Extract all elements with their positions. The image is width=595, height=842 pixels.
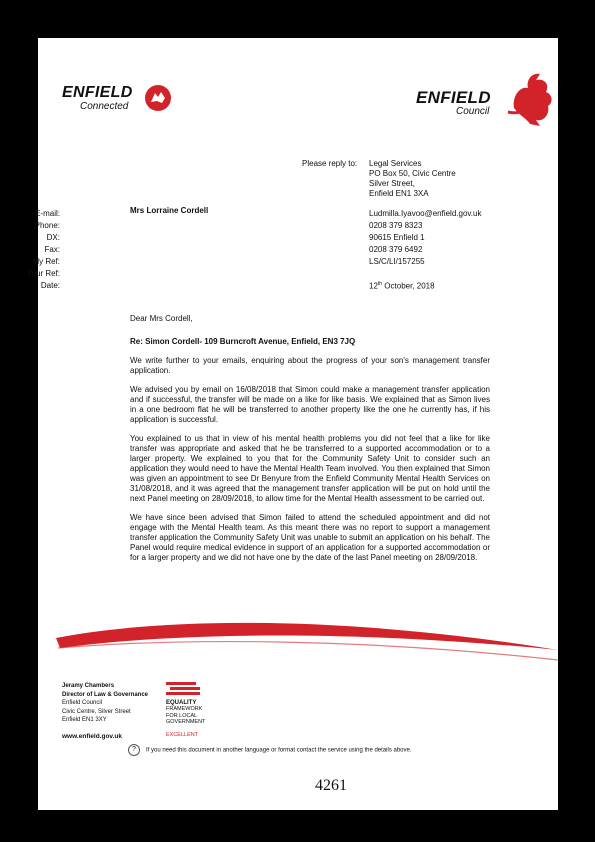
detail-label: Your Ref: — [26, 269, 60, 278]
logo-sub-text: Connected — [80, 101, 129, 112]
logo-brand-text: ENFIELD — [62, 84, 133, 101]
detail-label: DX: — [46, 233, 60, 242]
reply-label: Please reply to: — [302, 159, 358, 168]
footer-line: Enfield EN1 3XY — [62, 717, 107, 723]
equality-line: FOR LOCAL — [166, 712, 198, 719]
address-line: Legal Services — [369, 159, 422, 168]
letter-page — [26, 38, 558, 810]
detail-value: 0208 379 8323 — [369, 221, 423, 230]
equality-title: EQUALITY — [166, 700, 197, 706]
equality-line: GOVERNMENT — [166, 719, 206, 725]
letter-body — [130, 356, 490, 572]
detail-label: Fax: — [44, 245, 60, 254]
enfield-connected-logo — [62, 84, 182, 124]
footer-line: Civic Centre, Silver Street — [62, 708, 131, 715]
date-value — [369, 281, 435, 291]
page-number: 4261 — [315, 777, 347, 794]
help-text: If you need this document in another language or format contact the service using the details above. — [146, 747, 412, 754]
equality-lines — [166, 706, 205, 726]
detail-label: My Ref: — [32, 257, 60, 266]
detail-label: E-mail: — [35, 209, 60, 218]
reply-address — [369, 159, 456, 199]
body-paragraph: We advised you by email on 16/08/2018 that Simon could make a management transfer application and if successful, the transfer will be made on a like for like basis. We explained that as Simon lives in a one bedroom flat he will be transferred to another property like the one he currently has, if his application is successful. — [130, 385, 490, 424]
subject-line: Re: Simon Cordell- 109 Burncroft Avenue, Enfield, EN3 7JQ — [130, 337, 356, 346]
address-line: Silver Street, — [369, 179, 415, 188]
recipient-name: Mrs Lorraine Cordell — [130, 206, 209, 215]
red-swoosh-decoration — [38, 616, 558, 686]
equality-line: FRAMEWORK — [166, 706, 203, 712]
footer-name: Jeramy Chambers — [62, 683, 115, 689]
footer-website: www.enfield.gov.uk — [62, 733, 122, 740]
date-suffix: th — [377, 281, 383, 287]
detail-value: 90615 Enfield 1 — [369, 233, 425, 242]
question-icon: ? — [128, 744, 140, 756]
address-line: PO Box 50, Civic Centre — [369, 169, 456, 178]
accessibility-note — [128, 744, 412, 756]
body-paragraph: We have since been advised that Simon failed to attend the scheduled appointment and did not engage with the Mental Health team. As this meant there was no report to support a management transfer application the Community Safety Unit was unable to submit an application on his behalf. The Panel would require medical evidence in support of an application for a supported accommodation or for a larger property and we did not have one by the date of the last Panel meeting on 28/09/2018. — [130, 513, 490, 562]
logo-sub-text: Council — [456, 106, 490, 117]
detail-label: Phone: — [34, 221, 60, 230]
equality-bars-icon — [166, 682, 200, 696]
date-rest: October, 2018 — [382, 281, 435, 291]
equality-framework-badge — [166, 682, 226, 742]
equality-rating: EXCELLENT — [166, 732, 199, 738]
date-day: 12 — [369, 281, 378, 291]
body-paragraph: We write further to your emails, enquiring about the progress of your son's management transfer application. — [130, 356, 490, 375]
logo-brand-text: ENFIELD — [416, 88, 491, 107]
detail-value: Ludmilla.Iyavoo@enfield.gov.uk — [369, 209, 482, 218]
address-line: Enfield EN1 3XA — [369, 189, 429, 198]
detail-value: 0208 379 6492 — [369, 245, 423, 254]
detail-value: LS/C/LI/157255 — [369, 257, 425, 266]
enfield-council-logo — [416, 68, 556, 128]
footer-title: Director of Law & Governance — [62, 691, 149, 698]
dragon-circle-icon — [144, 84, 172, 112]
body-paragraph: You explained to us that in view of his mental health problems you did not feel that a like for like transfer was appropriate and asked that he be transferred to a supported accommodation or to a larger property. We explained to you that for the Community Safety Unit to consider such an application they would need to have the Mental Health Team involved. You then explained that Simon was given an appointment to see Dr Benyure from the Enfield Community Mental Health Services on 31/08/2018, and it was agreed that the management transfer application will be put on hold until the next Panel meeting on 28/09/2018, to allow time for the Mental Health assessment to be carried out. — [130, 434, 490, 503]
salutation: Dear Mrs Cordell, — [130, 314, 193, 323]
footer-line: Enfield Council — [62, 700, 103, 706]
date-label: Date: — [40, 281, 60, 290]
dragon-icon — [506, 68, 556, 128]
footer-address — [62, 682, 148, 725]
